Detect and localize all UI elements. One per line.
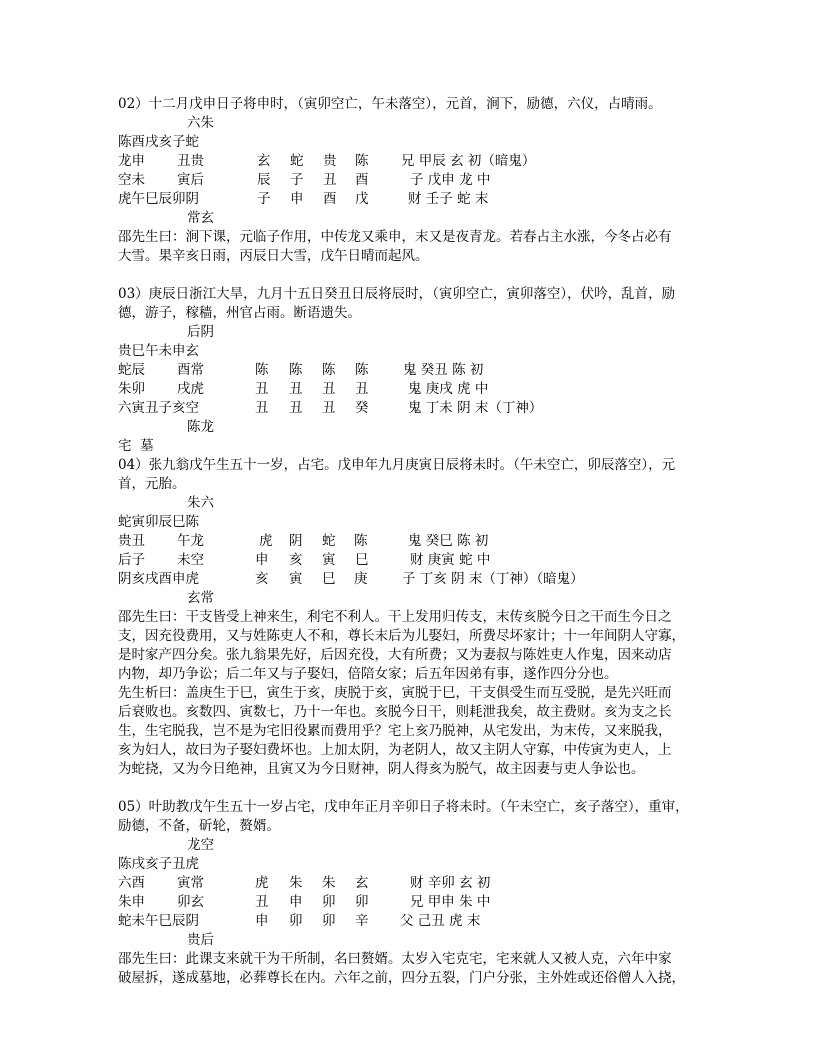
transmission-cell: 财 庚寅 蛇 中 — [410, 552, 491, 568]
lesson-cell-3: 寅 — [322, 552, 336, 568]
transmission-cell: 鬼 癸丑 陈 初 — [403, 362, 484, 378]
pan-left-cell: 蛇辰 — [118, 362, 145, 378]
lesson-cell-2: 朱 — [289, 875, 303, 891]
transmission-cell: 鬼 庚戌 虎 中 — [408, 381, 489, 397]
lesson-cell-3: 卯 — [322, 913, 336, 929]
lesson-cell-2: 丑 — [289, 381, 303, 397]
pan-right-cell: 寅后 — [177, 172, 204, 188]
lesson-cell-3: 巳 — [322, 571, 336, 587]
lesson-cell-1: 亥 — [255, 571, 269, 587]
lesson-cell-2: 丑 — [289, 400, 303, 416]
lesson-cell-3: 丑 — [323, 172, 337, 188]
lesson-cell-2: 子 — [290, 172, 304, 188]
commentary-line: 是时家产四分矣。张九翁果先好，后因充役，大有所费；又为妻叔与陈姓吏人作鬼，因来动店 — [118, 647, 672, 663]
lesson-cell-1: 陈 — [255, 362, 269, 378]
lesson-cell-2: 阴 — [289, 533, 303, 549]
pan-top-label: 后阴 — [187, 324, 214, 340]
case-heading-line: 首，元胎。 — [118, 476, 186, 492]
lesson-cell-2: 卯 — [289, 913, 303, 929]
pan-left-cell: 后子 — [118, 552, 145, 568]
transmission-cell: 兄 甲辰 玄 初（暗鬼） — [401, 153, 536, 169]
lesson-cell-4: 辛 — [355, 913, 369, 929]
case-heading-line: 04）张九翁戊午生五十一岁，占宅。戊申年九月庚寅日辰将未时。（午未空亡，卯辰落空），元 — [118, 457, 676, 473]
lesson-cell-1: 玄 — [257, 153, 271, 169]
case-heading-line: 05）叶助教戊午生五十一岁占宅，戊申年正月辛卯日子将未时。（午未空亡，亥子落空），重审， — [118, 799, 689, 815]
pan-bottom-label: 陈龙 — [187, 419, 214, 435]
lesson-cell-4: 戊 — [355, 191, 369, 207]
lesson-cell-4: 酉 — [355, 172, 369, 188]
lesson-cell-3: 蛇 — [322, 533, 336, 549]
lesson-cell-3: 卯 — [322, 894, 336, 910]
lesson-cell-4: 丑 — [355, 381, 369, 397]
pan-right-cell: 午龙 — [177, 533, 204, 549]
commentary-line: 破屋拆，遂成墓地，必葬尊长在内。六年之前，四分五裂，门户分张，主外姓或还俗僧人入挠， — [118, 970, 685, 986]
commentary-line: 为蛇挠，又为今日绝神，且寅又为今日财神，阴人得亥为脱气，故主因妻与吏人争讼也。 — [118, 761, 645, 777]
lesson-cell-1: 申 — [255, 913, 269, 929]
house-tomb-note: 宅 墓 — [118, 438, 154, 454]
transmission-cell: 财 壬子 蛇 末 — [408, 191, 489, 207]
lesson-cell-1: 丑 — [255, 400, 269, 416]
transmission-cell: 鬼 癸巳 陈 初 — [408, 533, 489, 549]
pan-left-cell: 贵丑 — [118, 533, 145, 549]
lesson-cell-3: 丑 — [322, 381, 336, 397]
pan-left-cell: 朱卯 — [118, 381, 145, 397]
transmission-cell: 父 己丑 虎 末 — [400, 913, 481, 929]
pan-top-row: 贵巳午未申玄 — [118, 343, 199, 359]
pan-top-label: 六朱 — [187, 115, 214, 131]
commentary-line: 支，因充役费用，又与姓陈吏人不和，尊长末后为儿娶妇，所费尽坏家计；十一年间阴人守寡， — [118, 628, 685, 644]
pan-left-cell: 六寅丑子亥空 — [118, 400, 199, 416]
lesson-cell-4: 巳 — [355, 552, 369, 568]
transmission-cell: 兄 甲申 朱 中 — [410, 894, 491, 910]
pan-bottom-label: 常玄 — [187, 210, 214, 226]
case-heading-line: 02）十二月戊申日子将申时，（寅卯空亡，午未落空），元首，涧下，励德，六仪，占晴雨。 — [118, 96, 662, 112]
lesson-cell-3: 丑 — [322, 400, 336, 416]
pan-right-cell: 酉常 — [177, 362, 204, 378]
commentary-line: 后衰败也。亥数四、寅数七，乃十一年也。亥脱今日干，则耗泄我矣，故主费财。亥为支之长 — [118, 704, 672, 720]
pan-bottom-label: 玄常 — [187, 590, 214, 606]
lesson-cell-4: 卯 — [355, 894, 369, 910]
transmission-cell: 子 丁亥 阴 末（丁神）（暗鬼） — [402, 571, 584, 587]
transmission-cell: 财 辛卯 玄 初 — [410, 875, 491, 891]
lesson-cell-1: 丑 — [255, 381, 269, 397]
pan-left-cell: 虎午巳辰卯阴 — [118, 191, 199, 207]
pan-left-cell: 朱申 — [118, 894, 145, 910]
lesson-cell-1: 子 — [257, 191, 271, 207]
lesson-cell-4: 庚 — [354, 571, 368, 587]
lesson-cell-2: 申 — [290, 191, 304, 207]
pan-top-row: 蛇寅卯辰巳陈 — [118, 514, 199, 530]
transmission-cell: 鬼 丁未 阴 末（丁神） — [408, 400, 543, 416]
lesson-cell-3: 贵 — [323, 153, 337, 169]
lesson-cell-1: 辰 — [257, 172, 271, 188]
pan-left-cell: 六酉 — [118, 875, 145, 891]
pan-left-cell: 龙申 — [118, 153, 145, 169]
pan-right-cell: 寅常 — [177, 875, 204, 891]
lesson-cell-2: 亥 — [289, 552, 303, 568]
commentary-line: 邵先生曰：此课支来就干为干所制，名曰赘婿。太岁入宅克宅，宅来就人又被人克，六年中家 — [118, 951, 672, 967]
lesson-cell-4: 陈 — [355, 362, 369, 378]
pan-right-cell: 戌虎 — [177, 381, 204, 397]
lesson-cell-1: 虎 — [255, 875, 269, 891]
commentary-line: 邵先生曰：涧下课，元临子作用，中传龙又乘申，末又是夜青龙。若春占主水涨，今冬占必有 — [118, 229, 672, 245]
pan-left-cell: 阴亥戌酉申虎 — [118, 571, 199, 587]
pan-top-label: 朱六 — [187, 495, 214, 511]
pan-right-cell: 卯玄 — [177, 894, 204, 910]
lesson-cell-4: 陈 — [355, 153, 369, 169]
lesson-cell-1: 丑 — [255, 894, 269, 910]
lesson-cell-3: 朱 — [322, 875, 336, 891]
pan-left-cell: 蛇未午巳辰阴 — [118, 913, 199, 929]
lesson-cell-3: 酉 — [323, 191, 337, 207]
pan-left-cell: 空未 — [118, 172, 145, 188]
commentary-line: 内物，却乃争讼；后二年又与子娶妇，倍陪女家；后五年因弟有事，遂作四分分也。 — [118, 666, 618, 682]
lesson-cell-4: 癸 — [355, 400, 369, 416]
pan-right-cell: 丑贵 — [177, 153, 204, 169]
case-heading-line: 励德，不备，斫轮，赘婿。 — [118, 818, 280, 834]
pan-top-row: 陈酉戌亥子蛇 — [118, 134, 199, 150]
pan-right-cell: 未空 — [177, 552, 204, 568]
lesson-cell-1: 虎 — [259, 533, 273, 549]
commentary-line: 亥为妇人，故曰为子娶妇费坏也。上加太阴，为老阴人，故又主阴人守寡，中传寅为吏人，上 — [118, 742, 672, 758]
lesson-cell-4: 玄 — [355, 875, 369, 891]
commentary-line: 邵先生曰：干支皆受上神来生，利宅不利人。干上发用归传支，末传亥脱今日之干而生今日之 — [118, 609, 672, 625]
lesson-cell-1: 申 — [255, 552, 269, 568]
lesson-cell-2: 蛇 — [290, 153, 304, 169]
lesson-cell-2: 申 — [289, 894, 303, 910]
commentary-line: 生，生宅脱我，岂不是为宅旧役累而费用乎？宅上亥乃脱神，从宅发出，为末传，又来脱我， — [118, 723, 672, 739]
lesson-cell-2: 陈 — [289, 362, 303, 378]
commentary-line: 大雪。果辛亥日雨，丙辰日大雪，戊午日晴而起风。 — [118, 248, 429, 264]
pan-top-row: 陈戌亥子丑虎 — [118, 856, 199, 872]
case-heading-line: 德，游子，稼穑，州官占雨。断语遗失。 — [118, 305, 361, 321]
pan-top-label: 龙空 — [187, 837, 214, 853]
lesson-cell-4: 陈 — [354, 533, 368, 549]
case-heading-line: 03）庚辰日浙江大旱，九月十五日癸丑日辰将辰时，（寅卯空亡，寅卯落空），伏吟，乱首，励 — [118, 286, 676, 302]
lesson-cell-3: 陈 — [322, 362, 336, 378]
commentary-line: 先生析曰：盖庚生于巳，寅生于亥，庚脱于亥，寅脱于巳，干支俱受生而互受脱，是先兴旺而 — [118, 685, 672, 701]
lesson-cell-2: 寅 — [289, 571, 303, 587]
pan-bottom-label: 贵后 — [187, 932, 214, 948]
transmission-cell: 子 戊申 龙 中 — [410, 172, 491, 188]
